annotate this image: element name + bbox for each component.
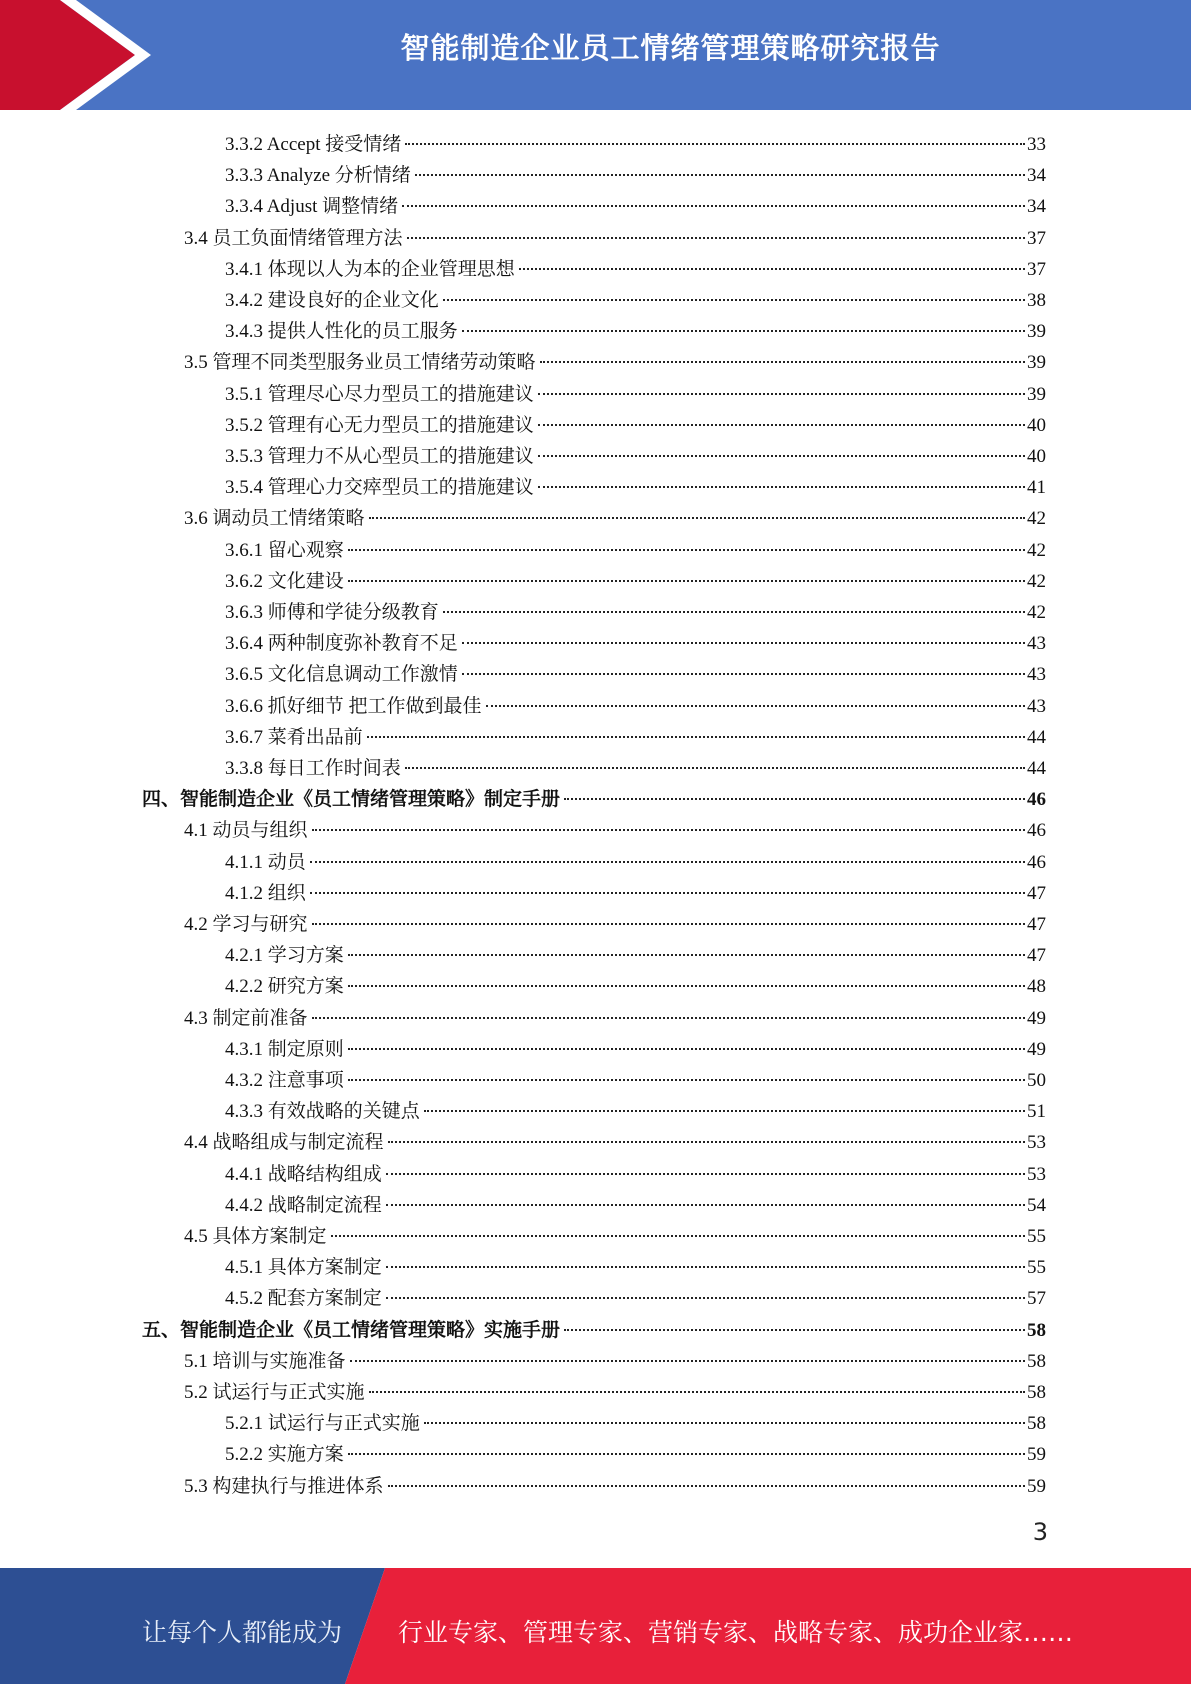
toc-entry-label: 3.5.4 管理心力交瘁型员工的措施建议: [225, 477, 534, 499]
toc-entry-label: 3.4 员工负面情绪管理方法: [184, 227, 403, 249]
toc-dot-leader: [348, 549, 1025, 551]
toc-entry-page: 55: [1027, 1226, 1046, 1247]
toc-dot-leader: [312, 923, 1025, 925]
toc-entry-label: 3.6.4 两种制度弥补教育不足: [225, 633, 458, 655]
toc-dot-leader: [369, 517, 1025, 519]
toc-entry[interactable]: [142, 1315, 1046, 1346]
toc-entry[interactable]: [225, 847, 1046, 878]
toc-dot-leader: [331, 1235, 1025, 1237]
toc-dot-leader: [564, 1329, 1025, 1331]
toc-dot-leader: [405, 767, 1025, 769]
toc-entry[interactable]: [225, 1159, 1046, 1190]
toc-dot-leader: [405, 143, 1025, 145]
toc-entry[interactable]: [225, 535, 1046, 566]
toc-entry-label: 3.6.6 抓好细节 把工作做到最佳: [225, 695, 482, 717]
toc-entry-page: 42: [1027, 539, 1046, 561]
toc-entry-page: 44: [1027, 726, 1046, 748]
toc-entry[interactable]: [225, 566, 1046, 597]
toc-entry-label: 3.3.8 每日工作时间表: [225, 758, 401, 779]
toc-entry-page: 53: [1027, 1163, 1046, 1185]
toc-entry[interactable]: [225, 691, 1046, 722]
toc-entry[interactable]: [225, 472, 1046, 503]
toc-entry-label: 3.6.3 师傅和学徒分级教育: [225, 602, 439, 623]
toc-entry[interactable]: [225, 1408, 1046, 1439]
toc-entry-page: 58: [1027, 1382, 1046, 1403]
toc-entry[interactable]: [225, 1034, 1046, 1065]
toc-dot-leader: [312, 829, 1025, 831]
toc-entry-label: 4.2.2 研究方案: [225, 976, 344, 998]
toc-entry-page: 47: [1027, 882, 1046, 904]
footer-slogan-right: 行业专家、管理专家、营销专家、战略专家、成功企业家……: [398, 1618, 1074, 1647]
toc-entry-page: 46: [1027, 851, 1046, 873]
toc-dot-leader: [415, 174, 1025, 176]
toc-entry-page: 46: [1027, 789, 1046, 811]
toc-entry-label: 五、智能制造企业《员工情绪管理策略》实施手册: [142, 1319, 561, 1341]
toc-entry-page: 58: [1027, 1319, 1046, 1341]
toc-dot-leader: [348, 985, 1025, 987]
toc-entry[interactable]: [184, 1471, 1046, 1502]
toc-entry-label: 4.1.1 动员: [225, 851, 306, 873]
toc-entry-label: 5.2 试运行与正式实施: [184, 1382, 365, 1403]
toc-entry[interactable]: [184, 347, 1046, 378]
toc-entry[interactable]: [184, 1221, 1046, 1252]
toc-entry[interactable]: [184, 1377, 1046, 1408]
toc-entry-label: 4.4.1 战略结构组成: [225, 1163, 382, 1185]
toc-entry-page: 42: [1027, 602, 1046, 623]
toc-entry-label: 3.3.4 Adjust 调整情绪: [225, 196, 399, 218]
toc-dot-leader: [462, 330, 1025, 332]
toc-dot-leader: [540, 361, 1025, 363]
toc-entry-page: 50: [1027, 1070, 1046, 1091]
toc-entry-page: 46: [1027, 820, 1046, 842]
toc-entry-label: 5.2.1 试运行与正式实施: [225, 1413, 420, 1435]
toc-entry-label: 5.2.2 实施方案: [225, 1444, 344, 1466]
toc-entry-page: 43: [1027, 633, 1046, 655]
toc-entry-label: 3.4.3 提供人性化的员工服务: [225, 321, 458, 343]
toc-dot-leader: [462, 642, 1025, 644]
toc-entry-label: 3.6 调动员工情绪策略: [184, 508, 365, 530]
toc-entry-label: 3.6.2 文化建设: [225, 570, 344, 592]
toc-entry[interactable]: [225, 722, 1046, 753]
header-arrow-decoration: [0, 0, 160, 110]
toc-entry[interactable]: [225, 1190, 1046, 1221]
toc-entry-label: 4.1.2 组织: [225, 882, 306, 904]
toc-entry-label: 3.3.3 Analyze 分析情绪: [225, 165, 411, 187]
toc-entry[interactable]: [225, 1065, 1046, 1096]
toc-dot-leader: [443, 611, 1025, 613]
toc-entry[interactable]: [225, 878, 1046, 909]
toc-entry[interactable]: [225, 191, 1046, 222]
toc-entry[interactable]: [184, 1346, 1046, 1377]
toc-dot-leader: [348, 1453, 1025, 1455]
toc-dot-leader: [388, 1141, 1025, 1143]
page-footer: [0, 1568, 1191, 1684]
page-number: 3: [1032, 1518, 1048, 1546]
toc-dot-leader: [407, 237, 1025, 239]
toc-entry-page: 40: [1027, 446, 1046, 467]
toc-entry-label: 3.5.2 管理有心无力型员工的措施建议: [225, 414, 534, 436]
toc-entry[interactable]: [225, 441, 1046, 472]
toc-dot-leader: [386, 1204, 1025, 1206]
toc-entry-page: 58: [1027, 1413, 1046, 1435]
toc-entry-label: 3.4.2 建设良好的企业文化: [225, 290, 439, 311]
toc-entry[interactable]: [225, 129, 1046, 160]
toc-entry-label: 4.1 动员与组织: [184, 820, 308, 842]
toc-entry-page: 33: [1027, 134, 1046, 155]
toc-entry[interactable]: [225, 379, 1046, 410]
toc-dot-leader: [350, 1360, 1025, 1362]
toc-dot-leader: [367, 736, 1025, 738]
toc-entry-page: 49: [1027, 1038, 1046, 1060]
toc-entry-page: 42: [1027, 570, 1046, 592]
toc-entry-label: 3.5 管理不同类型服务业员工情绪劳动策略: [184, 352, 536, 374]
toc-entry-page: 55: [1027, 1257, 1046, 1279]
toc-dot-leader: [519, 268, 1025, 270]
toc-entry-label: 4.5.1 具体方案制定: [225, 1257, 382, 1279]
toc-entry-page: 41: [1027, 477, 1046, 499]
toc-entry-label: 3.6.5 文化信息调动工作激情: [225, 664, 458, 686]
toc-entry-page: 37: [1027, 258, 1046, 280]
toc-dot-leader: [443, 299, 1025, 301]
toc-entry-page: 59: [1027, 1444, 1046, 1466]
toc-entry[interactable]: [225, 628, 1046, 659]
toc-entry-label: 4.2.1 学习方案: [225, 945, 344, 967]
toc-entry-page: 39: [1027, 352, 1046, 374]
toc-entry[interactable]: [225, 1252, 1046, 1283]
toc-entry-page: 43: [1027, 664, 1046, 686]
toc-entry[interactable]: [225, 753, 1046, 784]
toc-entry-label: 5.1 培训与实施准备: [184, 1350, 346, 1372]
toc-entry[interactable]: [184, 223, 1046, 254]
toc-entry-page: 43: [1027, 695, 1046, 717]
toc-entry-label: 4.3.3 有效战略的关键点: [225, 1101, 420, 1123]
toc-dot-leader: [538, 486, 1025, 488]
toc-dot-leader: [564, 798, 1025, 800]
toc-entry-label: 3.5.1 管理尽心尽力型员工的措施建议: [225, 383, 534, 405]
toc-entry[interactable]: [184, 815, 1046, 846]
toc-dot-leader: [538, 393, 1025, 395]
toc-dot-leader: [538, 455, 1025, 457]
toc-entry[interactable]: [184, 503, 1046, 534]
toc-entry[interactable]: [225, 1283, 1046, 1314]
toc-entry-label: 4.3.2 注意事项: [225, 1070, 344, 1091]
toc-dot-leader: [348, 1048, 1025, 1050]
toc-dot-leader: [386, 1297, 1025, 1299]
toc-entry-page: 47: [1027, 914, 1046, 935]
toc-entry-page: 59: [1027, 1475, 1046, 1497]
toc-entry[interactable]: [225, 659, 1046, 690]
toc-dot-leader: [348, 1079, 1025, 1081]
toc-dot-leader: [402, 205, 1025, 207]
toc-dot-leader: [462, 673, 1025, 675]
toc-entry-label: 5.3 构建执行与推进体系: [184, 1475, 384, 1497]
toc-entry-page: 53: [1027, 1132, 1046, 1154]
toc-entry[interactable]: [184, 1127, 1046, 1158]
toc-entry[interactable]: [225, 410, 1046, 441]
toc-entry-page: 47: [1027, 945, 1046, 967]
toc-entry[interactable]: [225, 971, 1046, 1002]
toc-entry-page: 37: [1027, 227, 1046, 249]
toc-entry[interactable]: [225, 160, 1046, 191]
toc-entry[interactable]: [225, 940, 1046, 971]
toc-dot-leader: [424, 1422, 1025, 1424]
toc-entry-page: 34: [1027, 165, 1046, 187]
toc-dot-leader: [312, 1017, 1025, 1019]
header-title: 智能制造企业员工情绪管理策略研究报告: [400, 31, 941, 65]
toc-dot-leader: [386, 1173, 1025, 1175]
toc-entry-label: 3.6.7 菜肴出品前: [225, 726, 363, 748]
toc-entry[interactable]: [184, 1003, 1046, 1034]
toc-entry-page: 34: [1027, 196, 1046, 218]
toc-dot-leader: [310, 861, 1025, 863]
toc-entry[interactable]: [225, 316, 1046, 347]
toc-entry-page: 39: [1027, 321, 1046, 343]
toc-dot-leader: [348, 954, 1025, 956]
toc-entry[interactable]: [142, 784, 1046, 815]
toc-entry-label: 4.4 战略组成与制定流程: [184, 1132, 384, 1154]
toc-dot-leader: [369, 1391, 1025, 1393]
toc-entry-label: 四、智能制造企业《员工情绪管理策略》制定手册: [142, 789, 561, 811]
toc-entry-page: 39: [1027, 383, 1046, 405]
toc-entry-page: 49: [1027, 1007, 1046, 1029]
page-header: [0, 0, 1191, 110]
toc-entry-label: 4.2 学习与研究: [184, 914, 308, 935]
toc-entry-label: 4.3 制定前准备: [184, 1007, 308, 1029]
toc-entry[interactable]: [225, 597, 1046, 628]
toc-dot-leader: [348, 580, 1025, 582]
toc-entry[interactable]: [225, 1439, 1046, 1470]
toc-entry-label: 3.4.1 体现以人为本的企业管理思想: [225, 258, 515, 280]
toc-entry[interactable]: [225, 285, 1046, 316]
toc-entry-page: 38: [1027, 290, 1046, 311]
toc-entry-page: 51: [1027, 1101, 1046, 1123]
toc-entry-label: 3.3.2 Accept 接受情绪: [225, 134, 402, 155]
toc-entry-page: 44: [1027, 758, 1046, 779]
toc-entry-label: 4.5 具体方案制定: [184, 1226, 327, 1247]
footer-slogan-left: 让每个人都能成为: [142, 1618, 343, 1647]
toc-entry-label: 4.4.2 战略制定流程: [225, 1194, 382, 1216]
toc-entry-page: 58: [1027, 1350, 1046, 1372]
toc-entry-label: 3.5.3 管理力不从心型员工的措施建议: [225, 446, 534, 467]
toc-dot-leader: [310, 892, 1025, 894]
toc-dot-leader: [538, 424, 1025, 426]
toc-entry-page: 54: [1027, 1194, 1046, 1216]
toc-entry-label: 4.3.1 制定原则: [225, 1038, 344, 1060]
toc-entry-label: 4.5.2 配套方案制定: [225, 1288, 382, 1310]
toc-dot-leader: [486, 705, 1025, 707]
toc-entry-page: 40: [1027, 414, 1046, 436]
toc-dot-leader: [424, 1110, 1025, 1112]
toc-entry-page: 42: [1027, 508, 1046, 530]
toc-entry[interactable]: [225, 254, 1046, 285]
toc-entry-page: 48: [1027, 976, 1046, 998]
toc-entry-label: 3.6.1 留心观察: [225, 539, 344, 561]
toc-entry[interactable]: [225, 1096, 1046, 1127]
toc-dot-leader: [388, 1485, 1025, 1487]
toc-entry[interactable]: [184, 909, 1046, 940]
toc-entry-page: 57: [1027, 1288, 1046, 1310]
toc-dot-leader: [386, 1266, 1025, 1268]
